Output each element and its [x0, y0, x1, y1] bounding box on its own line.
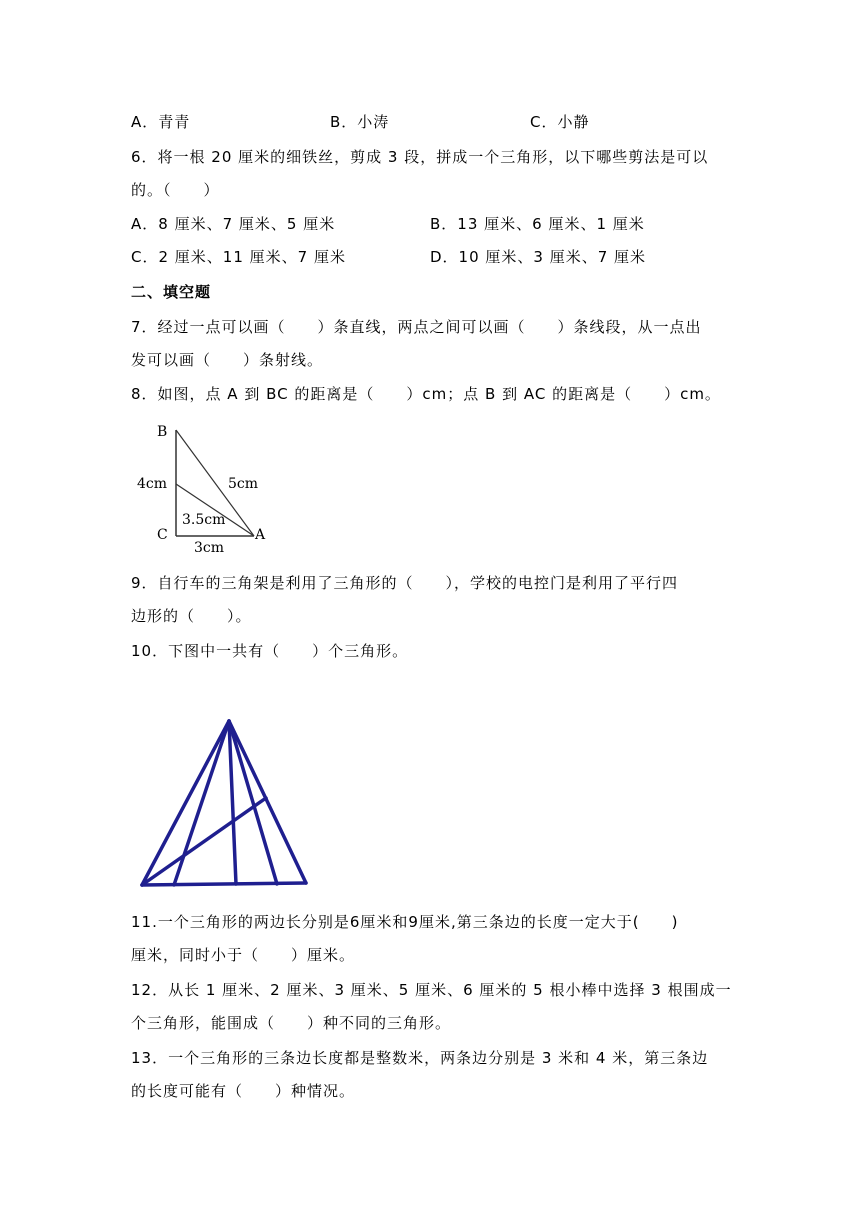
q11-line-2: 厘米，同时小于（ ）厘米。: [131, 946, 356, 964]
q10-cross-line: [142, 798, 266, 885]
q12-line-2: 个三角形，能围成（ ）种不同的三角形。: [131, 1014, 452, 1032]
q8-right-triangle-figure: [130, 418, 280, 558]
q6-line-1: 6．将一根 20 厘米的细铁丝，剪成 3 段，拼成一个三角形，以下哪些剪法是可以: [131, 148, 709, 166]
q10-triangle-figure: [130, 710, 320, 895]
q9-line-1: 9．自行车的三角架是利用了三角形的（ ），学校的电控门是利用了平行四: [131, 574, 679, 592]
q5-option-c: C．小静: [530, 113, 590, 131]
section-fill-in-title: 二、填空题: [131, 283, 212, 301]
q10-base: [142, 883, 306, 885]
q6-option-d: D．10 厘米、3 厘米、7 厘米: [430, 248, 647, 266]
q8-label-3cm: 3cm: [194, 540, 225, 556]
q11-line-1: 11.一个三角形的两边长分别是6厘米和9厘米,第三条边的长度一定大于( ): [131, 913, 679, 931]
q8-label-5cm: 5cm: [228, 476, 259, 492]
q8-label-c: C: [157, 527, 168, 543]
q13-line-1: 13．一个三角形的三条边长度都是整数米，两条边分别是 3 米和 4 米，第三条边: [131, 1049, 709, 1067]
q8-label-a: A: [255, 527, 266, 543]
q9-line-2: 边形的（ ）。: [131, 607, 252, 625]
q8-label-3-5cm: 3.5cm: [182, 512, 226, 528]
q5-option-a: A．青青: [131, 113, 191, 131]
q10-inner-line-1: [174, 721, 229, 885]
q7-line-2: 发可以画（ ）条射线。: [131, 351, 324, 369]
q10-left-side: [142, 721, 229, 885]
q6-option-a: A．8 厘米、7 厘米、5 厘米: [131, 215, 336, 233]
q6-line-2: 的。（ ）: [131, 181, 220, 199]
q6-option-b: B．13 厘米、6 厘米、1 厘米: [430, 215, 645, 233]
q8-label-4cm: 4cm: [137, 476, 168, 492]
q10-right-side: [229, 721, 306, 883]
q6-option-c: C．2 厘米、11 厘米、7 厘米: [131, 248, 346, 266]
q8-label-b: B: [157, 424, 168, 440]
q13-line-2: 的长度可能有（ ）种情况。: [131, 1082, 356, 1100]
q5-option-b: B．小涛: [330, 113, 390, 131]
q10-line-1: 10．下图中一共有（ ）个三角形。: [131, 642, 409, 660]
q8-line-1: 8．如图，点 A 到 BC 的距离是（ ）cm；点 B 到 AC 的距离是（ ）cm。: [131, 385, 721, 403]
q12-line-1: 12．从长 1 厘米、2 厘米、3 厘米、5 厘米、6 厘米的 5 根小棒中选择 3 根围成一: [131, 981, 732, 999]
q7-line-1: 7．经过一点可以画（ ）条直线，两点之间可以画（ ）条线段，从一点出: [131, 318, 702, 336]
